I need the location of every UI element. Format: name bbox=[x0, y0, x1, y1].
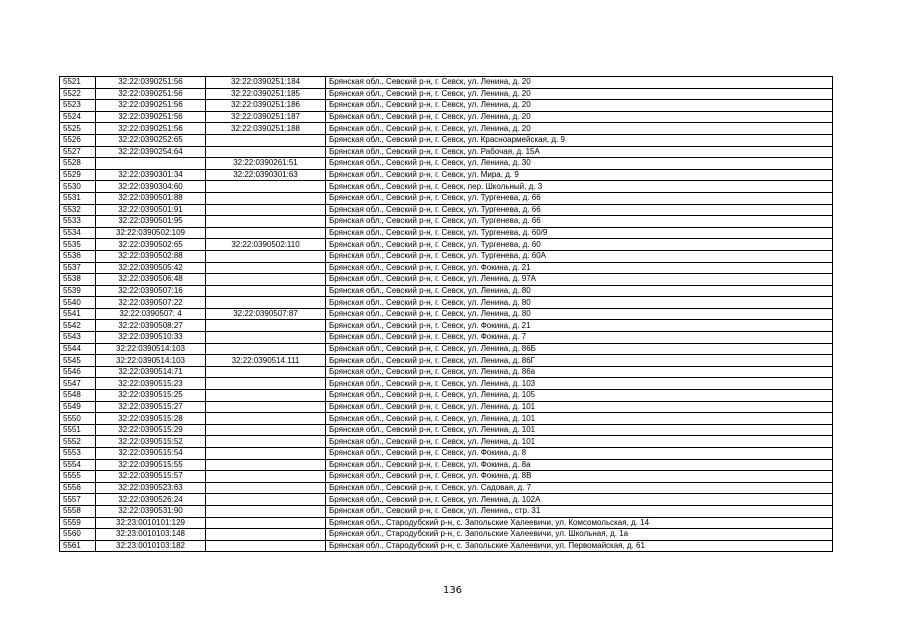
address-cell: Брянская обл., Севский р-н, г. Севск, ул. Ленина, д. 20 bbox=[326, 111, 833, 123]
address-cell: Брянская обл., Севский р-н, г. Севск, пер. Школьный, д. 3 bbox=[326, 181, 833, 193]
building-cadastral-number-cell: 32:22:0390502:110 bbox=[206, 239, 326, 251]
row-number-cell: 5556 bbox=[60, 482, 96, 494]
address-cell: Брянская обл., Севский р-н, г. Севск, ул. Тургенева, д. 66 bbox=[326, 192, 833, 204]
building-cadastral-number-cell bbox=[206, 505, 326, 517]
address-cell: Брянская обл., Севский р-н, г. Севск, ул. Фокина, д. 8 bbox=[326, 448, 833, 460]
building-cadastral-number-cell bbox=[206, 540, 326, 552]
building-cadastral-number-cell: 32:22:0390251:188 bbox=[206, 123, 326, 135]
row-number-cell: 5558 bbox=[60, 505, 96, 517]
cadastral-number-cell: 32:22:0390251:56 bbox=[96, 111, 206, 123]
cadastral-number-cell: 32:22:0390523:63 bbox=[96, 482, 206, 494]
table-row bbox=[60, 239, 833, 251]
table-row bbox=[60, 181, 833, 193]
table-row bbox=[60, 123, 833, 135]
table-body bbox=[60, 77, 833, 552]
row-number-cell: 5553 bbox=[60, 448, 96, 460]
building-cadastral-number-cell bbox=[206, 134, 326, 146]
building-cadastral-number-cell bbox=[206, 448, 326, 460]
table-row bbox=[60, 482, 833, 494]
table-row bbox=[60, 424, 833, 436]
land-parcels-table bbox=[59, 76, 833, 552]
row-number-cell: 5552 bbox=[60, 436, 96, 448]
building-cadastral-number-cell bbox=[206, 436, 326, 448]
address-cell: Брянская обл., Севский р-н, г. Севск, ул. Ленина, д. 101 bbox=[326, 436, 833, 448]
table-row bbox=[60, 448, 833, 460]
table-row bbox=[60, 413, 833, 425]
row-number-cell: 5535 bbox=[60, 239, 96, 251]
table-row bbox=[60, 540, 833, 552]
cadastral-number-cell: 32:22:0390252:65 bbox=[96, 134, 206, 146]
building-cadastral-number-cell bbox=[206, 494, 326, 506]
cadastral-number-cell: 32:22:0390515:29 bbox=[96, 424, 206, 436]
cadastral-number-cell: 32:22:0390515:54 bbox=[96, 448, 206, 460]
row-number-cell: 5530 bbox=[60, 181, 96, 193]
cadastral-number-cell: 32:22:0390507:16 bbox=[96, 285, 206, 297]
building-cadastral-number-cell bbox=[206, 274, 326, 286]
row-number-cell: 5555 bbox=[60, 471, 96, 483]
building-cadastral-number-cell bbox=[206, 146, 326, 158]
table-row bbox=[60, 169, 833, 181]
table-row bbox=[60, 505, 833, 517]
row-number-cell: 5522 bbox=[60, 88, 96, 100]
table-row bbox=[60, 216, 833, 228]
row-number-cell: 5524 bbox=[60, 111, 96, 123]
row-number-cell: 5546 bbox=[60, 366, 96, 378]
cadastral-number-cell: 32:22:0390251:56 bbox=[96, 123, 206, 135]
cadastral-number-cell: 32:22:0390515:23 bbox=[96, 378, 206, 390]
building-cadastral-number-cell bbox=[206, 204, 326, 216]
row-number-cell: 5527 bbox=[60, 146, 96, 158]
row-number-cell: 5534 bbox=[60, 227, 96, 239]
cadastral-number-cell: 32:22:0390502:88 bbox=[96, 250, 206, 262]
building-cadastral-number-cell bbox=[206, 332, 326, 344]
building-cadastral-number-cell bbox=[206, 320, 326, 332]
building-cadastral-number-cell: 32:22:0390251:186 bbox=[206, 100, 326, 112]
row-number-cell: 5544 bbox=[60, 343, 96, 355]
address-cell: Брянская обл., Севский р-н, г. Севск, ул. Ленина, д. 103 bbox=[326, 378, 833, 390]
cadastral-number-cell: 32:22:0390515:55 bbox=[96, 459, 206, 471]
table-row bbox=[60, 192, 833, 204]
cadastral-number-cell: 32:22:0390531:90 bbox=[96, 505, 206, 517]
table-row bbox=[60, 285, 833, 297]
building-cadastral-number-cell bbox=[206, 262, 326, 274]
row-number-cell: 5550 bbox=[60, 413, 96, 425]
row-number-cell: 5560 bbox=[60, 529, 96, 541]
address-cell: Брянская обл., Севский р-н, г. Севск, ул. Рабочая, д. 15А bbox=[326, 146, 833, 158]
table-row bbox=[60, 111, 833, 123]
table-row bbox=[60, 401, 833, 413]
row-number-cell: 5541 bbox=[60, 308, 96, 320]
cadastral-number-cell: 32:22:0390251:56 bbox=[96, 88, 206, 100]
building-cadastral-number-cell bbox=[206, 529, 326, 541]
cadastral-number-cell bbox=[96, 158, 206, 170]
row-number-cell: 5551 bbox=[60, 424, 96, 436]
row-number-cell: 5536 bbox=[60, 250, 96, 262]
row-number-cell: 5557 bbox=[60, 494, 96, 506]
cadastral-number-cell: 32:22:0390507:22 bbox=[96, 297, 206, 309]
table-row bbox=[60, 390, 833, 402]
cadastral-number-cell: 32:23:0010101:129 bbox=[96, 517, 206, 529]
address-cell: Брянская обл., Севский р-н, г. Севск, ул. Ленина, д. 86Б bbox=[326, 343, 833, 355]
table-row bbox=[60, 204, 833, 216]
table-row bbox=[60, 436, 833, 448]
address-cell: Брянская обл., Севский р-н, г. Севск, ул. Тургенева, д. 66 bbox=[326, 216, 833, 228]
row-number-cell: 5532 bbox=[60, 204, 96, 216]
row-number-cell: 5529 bbox=[60, 169, 96, 181]
building-cadastral-number-cell: 32:22:0390251:187 bbox=[206, 111, 326, 123]
address-cell: Брянская обл., Севский р-н, г. Севск, ул. Ленина, д. 101 bbox=[326, 424, 833, 436]
building-cadastral-number-cell bbox=[206, 517, 326, 529]
address-cell: Брянская обл., Севский р-н, г. Севск, ул. Фокина, д. 8В bbox=[326, 471, 833, 483]
address-cell: Брянская обл., Севский р-н, г. Севск, ул. Ленина, д. 86а bbox=[326, 366, 833, 378]
address-cell: Брянская обл., Севский р-н, г. Севск, ул. Ленина, д. 20 bbox=[326, 77, 833, 89]
row-number-cell: 5531 bbox=[60, 192, 96, 204]
table-row bbox=[60, 100, 833, 112]
building-cadastral-number-cell bbox=[206, 216, 326, 228]
table-row bbox=[60, 250, 833, 262]
address-cell: Брянская обл., Севский р-н, г. Севск, ул. Садовая, д. 7 bbox=[326, 482, 833, 494]
table-row bbox=[60, 262, 833, 274]
building-cadastral-number-cell bbox=[206, 343, 326, 355]
table-row bbox=[60, 332, 833, 344]
cadastral-number-cell: 32:22:0390514:103 bbox=[96, 343, 206, 355]
address-cell: Брянская обл., Севский р-н, г. Севск, ул. Ленина, д. 101 bbox=[326, 401, 833, 413]
cadastral-number-cell: 32:22:0390510:33 bbox=[96, 332, 206, 344]
address-cell: Брянская обл., Севский р-н, г. Севск, ул. Фокина, д. 7 bbox=[326, 332, 833, 344]
address-cell: Брянская обл., Севский р-н, г. Севск, ул. Фокина, д. 8а bbox=[326, 459, 833, 471]
row-number-cell: 5561 bbox=[60, 540, 96, 552]
cadastral-number-cell: 32:22:0390515:28 bbox=[96, 413, 206, 425]
row-number-cell: 5545 bbox=[60, 355, 96, 367]
row-number-cell: 5554 bbox=[60, 459, 96, 471]
table-row bbox=[60, 88, 833, 100]
address-cell: Брянская обл., Севский р-н, г. Севск, ул. Ленина, д. 102А bbox=[326, 494, 833, 506]
address-cell: Брянская обл., Стародубский р-н, с. Запольские Халеевичи, ул. Комсомольская, д. 14 bbox=[326, 517, 833, 529]
table-row bbox=[60, 517, 833, 529]
table-row bbox=[60, 297, 833, 309]
address-cell: Брянская обл., Севский р-н, г. Севск, ул. Фокина, д. 21 bbox=[326, 320, 833, 332]
table-row bbox=[60, 529, 833, 541]
row-number-cell: 5523 bbox=[60, 100, 96, 112]
row-number-cell: 5547 bbox=[60, 378, 96, 390]
address-cell: Брянская обл., Севский р-н, г. Севск, ул. Ленина, д. 80 bbox=[326, 285, 833, 297]
address-cell: Брянская обл., Севский р-н, г. Севск, ул. Тургенева, д. 66 bbox=[326, 204, 833, 216]
row-number-cell: 5543 bbox=[60, 332, 96, 344]
table-row bbox=[60, 308, 833, 320]
row-number-cell: 5542 bbox=[60, 320, 96, 332]
address-cell: Брянская обл., Севский р-н, г. Севск, ул. Ленина, д. 20 bbox=[326, 123, 833, 135]
row-number-cell: 5559 bbox=[60, 517, 96, 529]
address-cell: Брянская обл., Севский р-н, г. Севск, ул. Ленина, д. 80 bbox=[326, 297, 833, 309]
cadastral-number-cell: 32:22:0390515:25 bbox=[96, 390, 206, 402]
address-cell: Брянская обл., Севский р-н, г. Севск, ул. Ленина, д. 97А bbox=[326, 274, 833, 286]
cadastral-number-cell: 32:22:0390508:27 bbox=[96, 320, 206, 332]
cadastral-number-cell: 32:22:0390502:109 bbox=[96, 227, 206, 239]
building-cadastral-number-cell bbox=[206, 413, 326, 425]
building-cadastral-number-cell bbox=[206, 378, 326, 390]
row-number-cell: 5521 bbox=[60, 77, 96, 89]
address-cell: Брянская обл., Севский р-н, г. Севск, ул. Мира, д. 9 bbox=[326, 169, 833, 181]
cadastral-number-cell: 32:22:0390251:56 bbox=[96, 77, 206, 89]
cadastral-number-cell: 32:22:0390501:88 bbox=[96, 192, 206, 204]
building-cadastral-number-cell bbox=[206, 459, 326, 471]
table-row bbox=[60, 320, 833, 332]
building-cadastral-number-cell bbox=[206, 250, 326, 262]
table-row bbox=[60, 134, 833, 146]
row-number-cell: 5525 bbox=[60, 123, 96, 135]
row-number-cell: 5548 bbox=[60, 390, 96, 402]
cadastral-number-cell: 32:22:0390515:57 bbox=[96, 471, 206, 483]
building-cadastral-number-cell: 32:22:0390301:63 bbox=[206, 169, 326, 181]
address-cell: Брянская обл., Севский р-н, г. Севск, ул. Ленина, д. 105 bbox=[326, 390, 833, 402]
building-cadastral-number-cell bbox=[206, 424, 326, 436]
table-row bbox=[60, 494, 833, 506]
address-cell: Брянская обл., Севский р-н, г. Севск, ул. Ленина, д. 80 bbox=[326, 308, 833, 320]
table-row bbox=[60, 343, 833, 355]
cadastral-number-cell: 32:22:0390506:48 bbox=[96, 274, 206, 286]
cadastral-number-cell: 32:22:0390526:24 bbox=[96, 494, 206, 506]
table-row bbox=[60, 378, 833, 390]
row-number-cell: 5526 bbox=[60, 134, 96, 146]
cadastral-number-cell: 32:22:0390251:56 bbox=[96, 100, 206, 112]
building-cadastral-number-cell bbox=[206, 482, 326, 494]
cadastral-number-cell: 32:22:0390501:91 bbox=[96, 204, 206, 216]
cadastral-number-cell: 32:22:0390501:95 bbox=[96, 216, 206, 228]
table-row bbox=[60, 366, 833, 378]
cadastral-number-cell: 32:22:0390514:71 bbox=[96, 366, 206, 378]
cadastral-number-cell: 32:22:0390515:27 bbox=[96, 401, 206, 413]
cadastral-number-cell: 32:22:0390505:42 bbox=[96, 262, 206, 274]
address-cell: Брянская обл., Севский р-н, г. Севск, ул. Фокина, д. 21 bbox=[326, 262, 833, 274]
building-cadastral-number-cell: 32:22:0390251:184 bbox=[206, 77, 326, 89]
address-cell: Брянская обл., Севский р-н, г. Севск, ул. Ленина, д. 30 bbox=[326, 158, 833, 170]
cadastral-number-cell: 32:22:0390304:60 bbox=[96, 181, 206, 193]
cadastral-number-cell: 32:23:0010103:182 bbox=[96, 540, 206, 552]
table-row bbox=[60, 77, 833, 89]
cadastral-number-cell: 32:22:0390301:34 bbox=[96, 169, 206, 181]
building-cadastral-number-cell: 32:22:0390514.111 bbox=[206, 355, 326, 367]
address-cell: Брянская обл., Севский р-н, г. Севск, ул. Ленина, д. 20 bbox=[326, 88, 833, 100]
cadastral-number-cell: 32:22:0390514:103 bbox=[96, 355, 206, 367]
table-row bbox=[60, 274, 833, 286]
address-cell: Брянская обл., Севский р-н, г. Севск, ул. Красноармейская, д. 9 bbox=[326, 134, 833, 146]
row-number-cell: 5540 bbox=[60, 297, 96, 309]
cadastral-number-cell: 32:22:0390515:52 bbox=[96, 436, 206, 448]
table-row bbox=[60, 459, 833, 471]
cadastral-number-cell: 32:22:0390254:64 bbox=[96, 146, 206, 158]
row-number-cell: 5549 bbox=[60, 401, 96, 413]
table-row bbox=[60, 471, 833, 483]
building-cadastral-number-cell bbox=[206, 401, 326, 413]
address-cell: Брянская обл., Стародубский р-н, с. Запольские Халеевичи, ул. Школьная, д. 1а bbox=[326, 529, 833, 541]
building-cadastral-number-cell bbox=[206, 181, 326, 193]
building-cadastral-number-cell: 32:22:0390261:51 bbox=[206, 158, 326, 170]
cadastral-number-cell: 32:22:0390502:65 bbox=[96, 239, 206, 251]
address-cell: Брянская обл., Севский р-н, г. Севск, ул. Тургенева, д. 60А bbox=[326, 250, 833, 262]
cadastral-number-cell: 32:22:0390507: 4 bbox=[96, 308, 206, 320]
table-row bbox=[60, 146, 833, 158]
page-number: 136 bbox=[442, 585, 463, 596]
building-cadastral-number-cell bbox=[206, 390, 326, 402]
row-number-cell: 5528 bbox=[60, 158, 96, 170]
address-cell: Брянская обл., Стародубский р-н, с. Запольские Халеевичи, ул. Первомайская, д. 61 bbox=[326, 540, 833, 552]
table-row bbox=[60, 158, 833, 170]
address-cell: Брянская обл., Севский р-н, г. Севск, ул. Ленина, д. 101 bbox=[326, 413, 833, 425]
building-cadastral-number-cell bbox=[206, 285, 326, 297]
row-number-cell: 5538 bbox=[60, 274, 96, 286]
building-cadastral-number-cell bbox=[206, 471, 326, 483]
table-row bbox=[60, 355, 833, 367]
address-cell: Брянская обл., Севский р-н, г. Севск, ул. Ленина,, стр. 31 bbox=[326, 505, 833, 517]
building-cadastral-number-cell bbox=[206, 227, 326, 239]
row-number-cell: 5533 bbox=[60, 216, 96, 228]
building-cadastral-number-cell bbox=[206, 192, 326, 204]
row-number-cell: 5537 bbox=[60, 262, 96, 274]
address-cell: Брянская обл., Севский р-н, г. Севск, ул. Ленина, д. 20 bbox=[326, 100, 833, 112]
address-cell: Брянская обл., Севский р-н, г. Севск, ул. Ленина, д. 86Г bbox=[326, 355, 833, 367]
address-cell: Брянская обл., Севский р-н, г. Севск, ул. Тургенева, д. 60/9 bbox=[326, 227, 833, 239]
building-cadastral-number-cell: 32:22:0390507:87 bbox=[206, 308, 326, 320]
building-cadastral-number-cell bbox=[206, 297, 326, 309]
building-cadastral-number-cell: 32:22:0390251:185 bbox=[206, 88, 326, 100]
address-cell: Брянская обл., Севский р-н, г. Севск, ул. Тургенева, д. 60 bbox=[326, 239, 833, 251]
cadastral-number-cell: 32:23:0010103:148 bbox=[96, 529, 206, 541]
building-cadastral-number-cell bbox=[206, 366, 326, 378]
row-number-cell: 5539 bbox=[60, 285, 96, 297]
table-row bbox=[60, 227, 833, 239]
